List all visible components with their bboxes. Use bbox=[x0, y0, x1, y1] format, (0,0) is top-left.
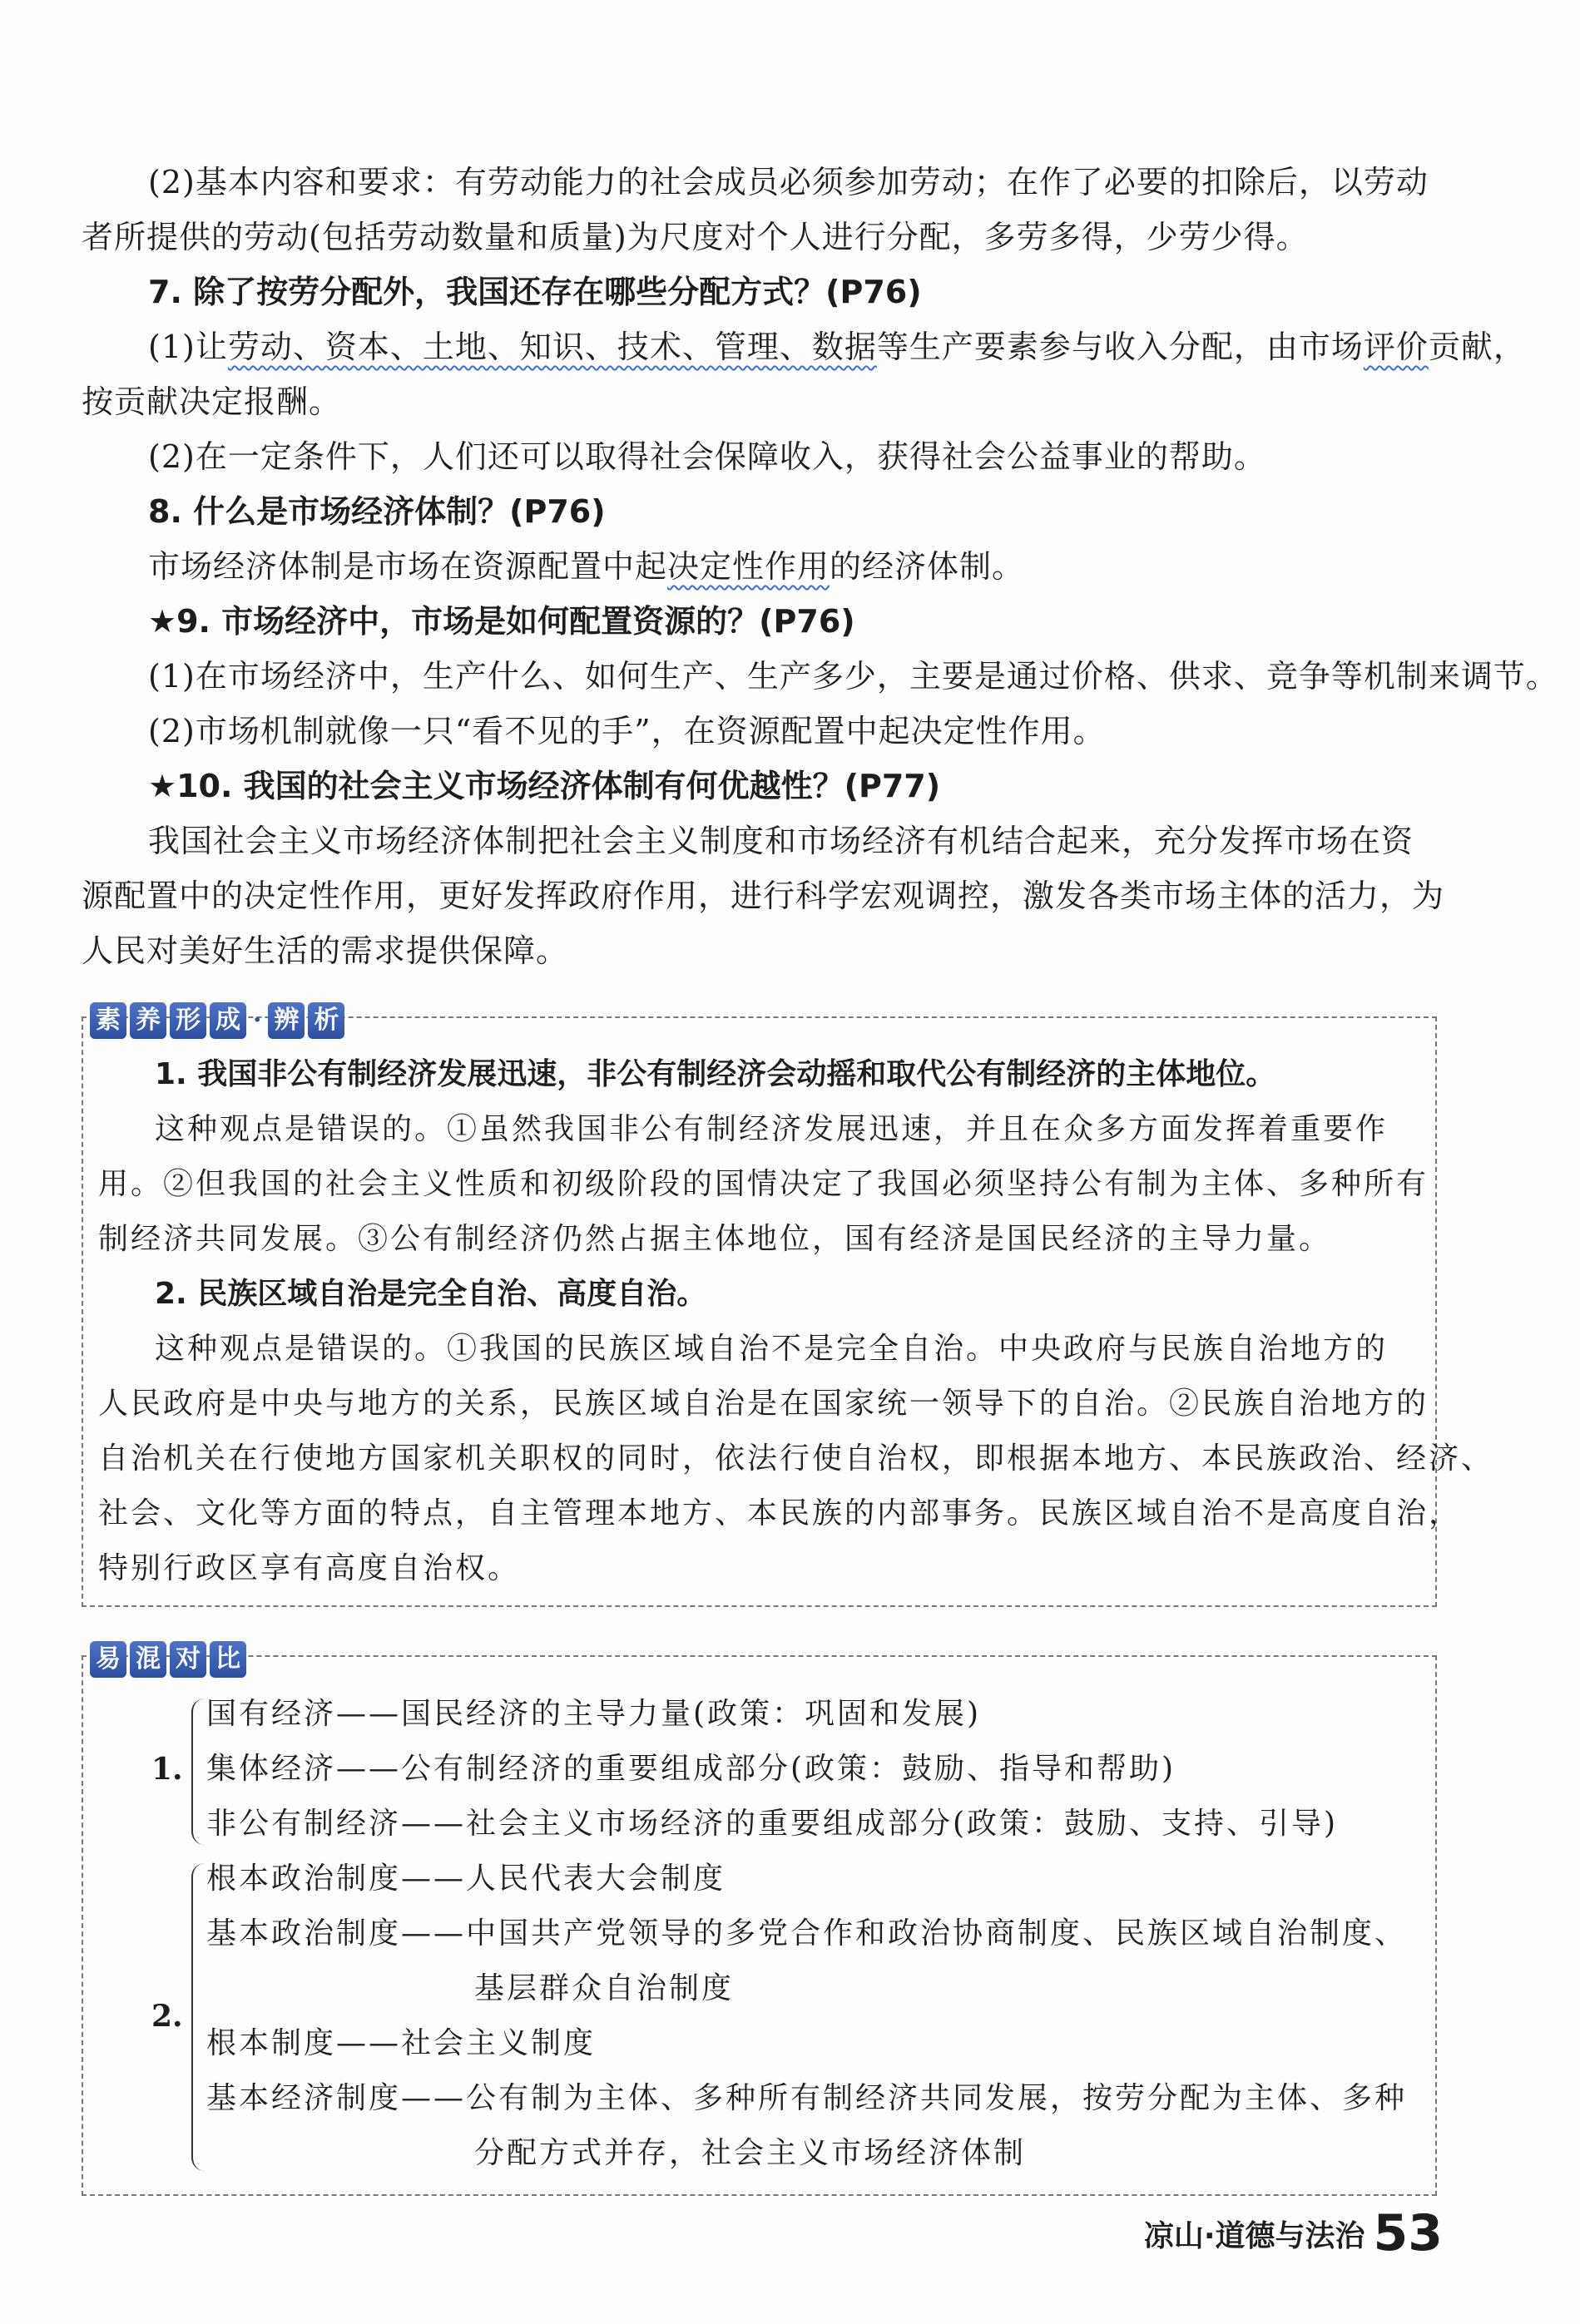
comparison-line: 国有经济——国民经济的主导力量(政策：巩固和发展) bbox=[206, 1697, 982, 1731]
answer-9-2: (2)市场机制就像一只“看不见的手”，在资源配置中起决定性作用。 bbox=[148, 713, 1106, 749]
question-9: ★9. 市场经济中，市场是如何配置资源的？(P76) bbox=[148, 603, 855, 640]
analysis-answer-line: 社会、文化等方面的特点，自主管理本地方、本民族的内部事务。民族区域自治不是高度自治， bbox=[98, 1496, 1462, 1530]
answer-7-1-cont: 按贡献决定报酬。 bbox=[82, 383, 342, 420]
header-tag: 素 bbox=[90, 1002, 126, 1039]
header-tag: 养 bbox=[130, 1002, 166, 1039]
comparison-line: 基本经济制度——公有制为主体、多种所有制经济共同发展，按劳分配为主体、多种 bbox=[206, 2081, 1408, 2115]
analysis-answer-line: 特别行政区享有高度自治权。 bbox=[98, 1551, 521, 1585]
answer-7-1: (1)让劳动、资本、土地、知识、技术、管理、数据等生产要素参与收入分配，由市场评价贡献， bbox=[148, 329, 1526, 365]
header-tag: 析 bbox=[308, 1002, 344, 1039]
comparison-line: 基本政治制度——中国共产党领导的多党合作和政治协商制度、民族区域自治制度、 bbox=[206, 1916, 1408, 1951]
header-tag: 辨 bbox=[268, 1002, 305, 1039]
analysis-answer-line: 这种观点是错误的。①我国的民族区域自治不是完全自治。中央政府与民族自治地方的 bbox=[155, 1332, 1389, 1366]
analysis-answer-line: 自治机关在行使地方国家机关职权的同时，依法行使自治权，即根据本地方、本民族政治、经济、 bbox=[98, 1441, 1494, 1476]
comparison-line: 基层群众自治制度 bbox=[474, 1971, 735, 2005]
analysis-box-header bbox=[90, 1002, 344, 1039]
header-dot: · bbox=[253, 1006, 262, 1035]
analysis-question-1: 1. 我国非公有制经济发展迅速，非公有制经济会动摇和取代公有制经济的主体地位。 bbox=[155, 1057, 1276, 1091]
brace-1 bbox=[191, 1698, 205, 1845]
answer-10-line: 我国社会主义市场经济体制把社会主义制度和市场经济有机结合起来，充分发挥市场在资 bbox=[148, 823, 1414, 859]
brace-2 bbox=[191, 1863, 205, 2171]
header-tag: 比 bbox=[210, 1641, 246, 1678]
header-tag: 易 bbox=[90, 1641, 126, 1678]
comparison-line: 非公有制经济——社会主义市场经济的重要组成部分(政策：鼓励、支持、引导) bbox=[206, 1807, 1339, 1841]
header-tag: 混 bbox=[130, 1641, 166, 1678]
page-footer bbox=[1144, 2204, 1443, 2262]
question-7: 7. 除了按劳分配外，我国还存在哪些分配方式？(P76) bbox=[148, 274, 922, 310]
answer-7-2: (2)在一定条件下，人们还可以取得社会保障收入，获得社会公益事业的帮助。 bbox=[148, 438, 1266, 475]
page-number: 53 bbox=[1373, 2204, 1443, 2262]
answer-9-1: (1)在市场经济中，生产什么、如何生产、生产多少，主要是通过价格、供求、竞争等机制来调节。 bbox=[148, 658, 1558, 695]
analysis-answer-line: 这种观点是错误的。①虽然我国非公有制经济发展迅速，并且在众多方面发挥着重要作 bbox=[155, 1112, 1389, 1146]
footer-title: 凉山·道德与法治 bbox=[1143, 2218, 1365, 2253]
question-10: ★10. 我国的社会主义市场经济体制有何优越性？(P77) bbox=[148, 768, 941, 804]
comparison-line: 根本制度——社会主义制度 bbox=[206, 2026, 597, 2060]
analysis-answer-line: 制经济共同发展。③公有制经济仍然占据主体地位，国有经济是国民经济的主导力量。 bbox=[98, 1222, 1332, 1256]
paragraph-line: (2)基本内容和要求：有劳动能力的社会成员必须参加劳动；在作了必要的扣除后，以劳动 bbox=[148, 164, 1429, 200]
question-8: 8. 什么是市场经济体制？(P76) bbox=[148, 493, 606, 530]
comparison-line: 根本政治制度——人民代表大会制度 bbox=[206, 1862, 726, 1896]
analysis-answer-line: 人民政府是中央与地方的关系，民族区域自治是在国家统一领导下的自治。②民族自治地方的 bbox=[98, 1387, 1429, 1421]
item-number-1: 1. bbox=[151, 1752, 183, 1787]
answer-10-line: 人民对美好生活的需求提供保障。 bbox=[82, 932, 569, 969]
comparison-line: 集体经济——公有制经济的重要组成部分(政策：鼓励、指导和帮助) bbox=[206, 1752, 1176, 1786]
paragraph-line: 者所提供的劳动(包括劳动数量和质量)为尺度对个人进行分配，多劳多得，少劳少得。 bbox=[82, 219, 1309, 255]
answer-8: 市场经济体制是市场在资源配置中起决定性作用的经济体制。 bbox=[148, 548, 1025, 585]
header-tag: 对 bbox=[170, 1641, 206, 1678]
header-tag: 形 bbox=[170, 1002, 206, 1039]
comparison-box-header bbox=[90, 1641, 246, 1678]
item-number-2: 2. bbox=[151, 1999, 183, 2034]
answer-10-line: 源配置中的决定性作用，更好发挥政府作用，进行科学宏观调控，激发各类市场主体的活力，为 bbox=[82, 878, 1445, 914]
analysis-answer-line: 用。②但我国的社会主义性质和初级阶段的国情决定了我国必须坚持公有制为主体、多种所有 bbox=[98, 1167, 1429, 1201]
analysis-question-2: 2. 民族区域自治是完全自治、高度自治。 bbox=[155, 1277, 707, 1311]
comparison-line: 分配方式并存，社会主义市场经济体制 bbox=[474, 2136, 1027, 2170]
header-tag: 成 bbox=[210, 1002, 246, 1039]
